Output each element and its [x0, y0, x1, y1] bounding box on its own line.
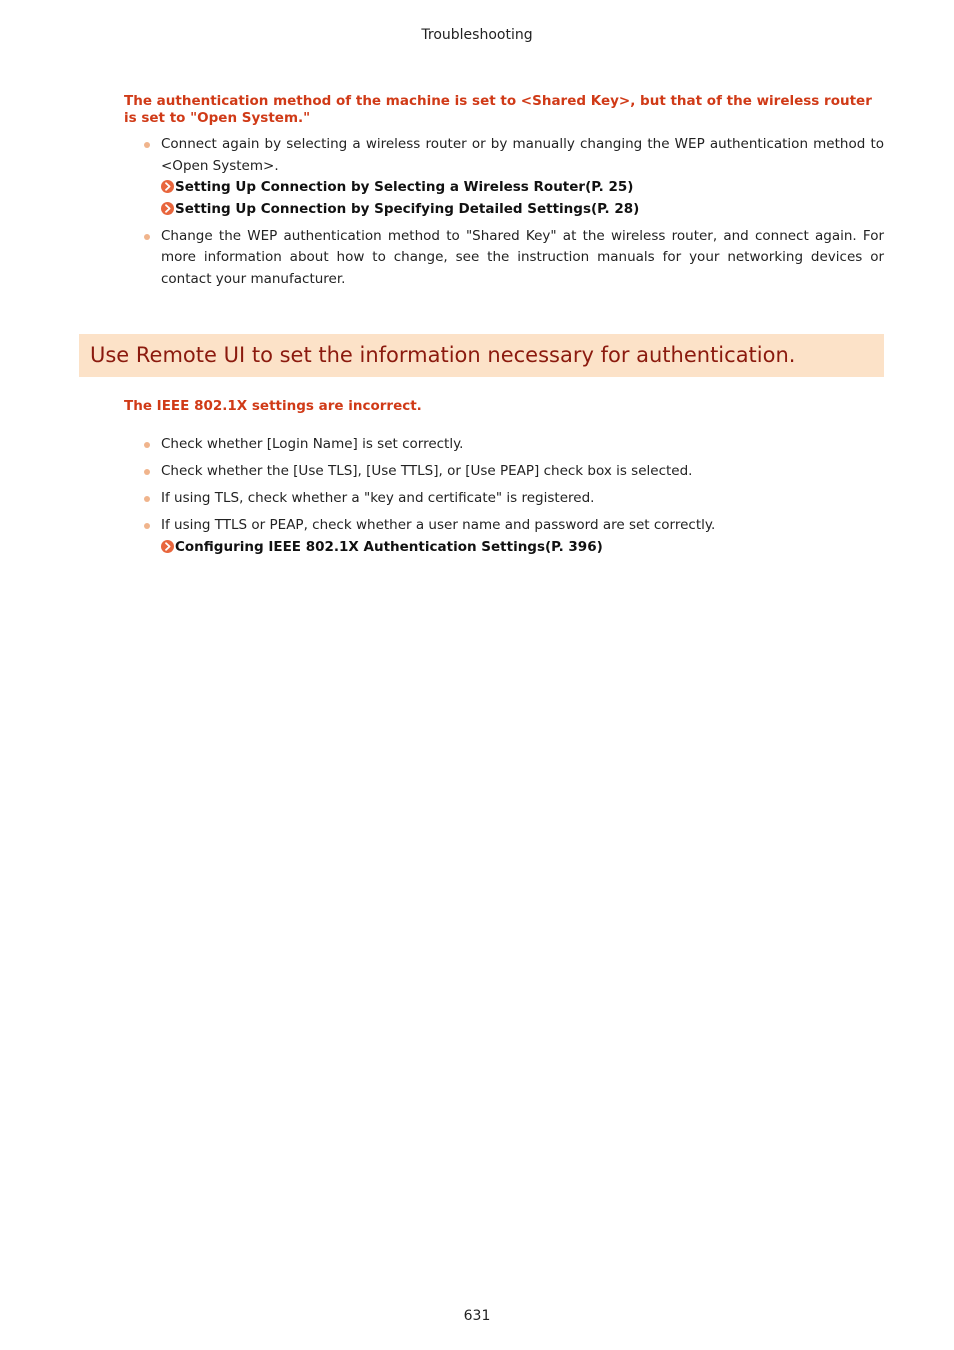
section-title: Use Remote UI to set the information necessary for authentication.	[90, 343, 796, 367]
bullet-dot-icon	[144, 496, 150, 502]
link-text: Setting Up Connection by Selecting a Wireless Router(P. 25)	[175, 179, 634, 195]
list-item-text: Check whether [Login Name] is set correctly.	[161, 436, 464, 452]
cause-2-solutions	[140, 434, 884, 558]
bullet-dot-icon	[144, 142, 150, 148]
running-header: Troubleshooting	[421, 27, 533, 43]
list-item	[140, 488, 884, 510]
link-setting-up-connection-wireless-router[interactable]	[161, 177, 884, 199]
list-item-text: If using TLS, check whether a "key and certificate" is registered.	[161, 490, 595, 506]
arrow-circle-icon	[161, 180, 174, 193]
section-banner	[79, 334, 884, 377]
cause-1-solutions	[140, 134, 884, 290]
link-text: Setting Up Connection by Specifying Detailed Settings(P. 28)	[175, 200, 640, 217]
list-item	[140, 515, 884, 558]
bullet-dot-icon	[144, 469, 150, 475]
arrow-circle-icon	[161, 540, 174, 553]
arrow-circle-icon	[161, 202, 174, 215]
list-item-text: Connect again by selecting a wireless router or by manually changing the WEP authentication method to <Open System>.	[161, 136, 884, 174]
cause-heading-shared-key: The authentication method of the machine is set to <Shared Key>, but that of the wireless router is set to "Open System."	[124, 93, 872, 126]
list-item-text: Change the WEP authentication method to "Shared Key" at the wireless router, and connect again. For more information about how to change, see the instruction manuals for your networking devices or contact your manufacturer.	[161, 227, 884, 287]
list-item	[140, 226, 884, 291]
list-item-text: If using TTLS or PEAP, check whether a user name and password are set correctly.	[161, 517, 716, 533]
link-text: Configuring IEEE 802.1X Authentication Settings(P. 396)	[175, 538, 603, 555]
bullet-dot-icon	[144, 234, 150, 240]
list-item	[140, 434, 884, 456]
bullet-dot-icon	[144, 442, 150, 448]
list-item	[140, 134, 884, 220]
list-item	[140, 461, 884, 483]
page-number: 631	[463, 1308, 491, 1324]
link-setting-up-connection-detailed-settings[interactable]	[161, 199, 884, 221]
bullet-dot-icon	[144, 523, 150, 529]
link-configuring-ieee-8021x[interactable]	[161, 537, 884, 559]
list-item-text: Check whether the [Use TLS], [Use TTLS], or [Use PEAP] check box is selected.	[161, 463, 693, 479]
cause-heading-ieee-settings: The IEEE 802.1X settings are incorrect.	[124, 398, 422, 414]
